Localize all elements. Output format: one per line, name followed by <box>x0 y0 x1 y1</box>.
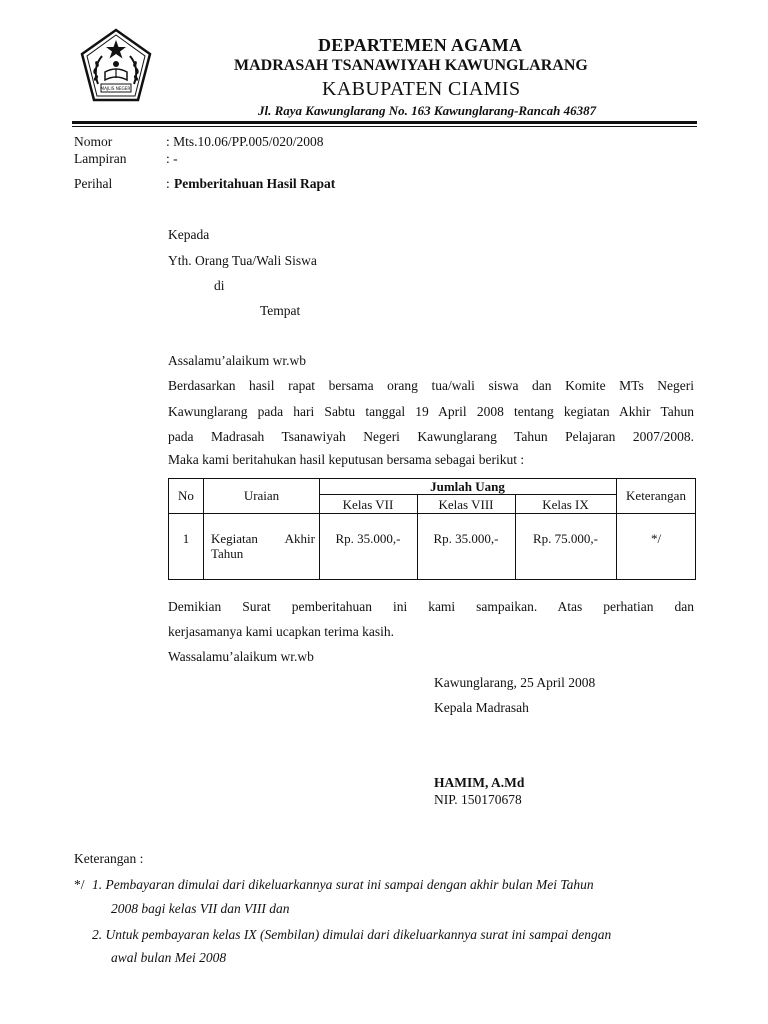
letterhead-school-name: MADRASAH TSANAWIYAH KAWUNGLARANG <box>234 57 588 74</box>
row-keterangan: */ <box>650 531 662 546</box>
header-kelas-ix: Kelas IX <box>542 497 589 512</box>
address-di: di <box>214 278 225 293</box>
signature-place-date: Kawunglarang, 25 April 2008 <box>434 675 596 690</box>
letterhead-department: DEPARTEMEN AGAMA <box>318 35 523 55</box>
farewell: Wassalamu’alaikum wr.wb <box>168 649 314 664</box>
note-item-2-line-2: awal bulan Mei 2008 <box>111 950 227 965</box>
note-item-1-line-2: 2008 bagi kelas VII dan VIII dan <box>111 901 290 916</box>
logo-text: MAJLIS NEGERI <box>100 86 132 92</box>
note-item-1-line-1: 1. Pembayaran dimulai dari dikeluarkannya surat ini sampai dengan akhir bulan Mei Tahun <box>92 877 594 892</box>
lampiran-value: : - <box>166 151 178 166</box>
header-kelas-viii: Kelas VIII <box>438 497 494 512</box>
address-recipient: Yth. Orang Tua/Wali Siswa <box>168 253 317 268</box>
paragraph-line-1: Berdasarkan hasil rapat bersama orang tua/wali siswa dan Komite MTs Negeri <box>168 378 694 393</box>
address-kepada: Kepada <box>168 227 210 242</box>
payment-table <box>168 478 696 580</box>
row-kelas-viii: Rp. 35.000,- <box>433 531 499 546</box>
row-uraian-line-2: Tahun <box>211 546 244 561</box>
letterhead-address: Jl. Raya Kawunglarang No. 163 Kawunglarang-Rancah 46387 <box>258 103 597 118</box>
address-tempat: Tempat <box>260 303 301 318</box>
greeting: Assalamu’alaikum wr.wb <box>168 353 306 368</box>
signature-position: Kepala Madrasah <box>434 700 529 715</box>
lampiran-label: Lampiran <box>74 151 127 166</box>
letterhead-regency: KABUPATEN CIAMIS <box>322 78 521 100</box>
letterhead-thick-rule <box>72 121 697 124</box>
letterhead-thin-rule <box>72 126 697 127</box>
perihal-label: Perihal <box>74 176 113 191</box>
row-kelas-vii: Rp. 35.000,- <box>335 531 401 546</box>
signature-nip: NIP. 150170678 <box>434 792 522 807</box>
closing-line-2: kerjasamanya kami ucapkan terima kasih. <box>168 624 395 639</box>
closing-line-1: Demikian Surat pemberitahuan ini kami sampaikan. Atas perhatian dan <box>168 599 694 614</box>
header-jumlah-uang: Jumlah Uang <box>430 479 505 494</box>
signature-name: HAMIM, A.Md <box>434 775 525 790</box>
header-no: No <box>178 488 194 503</box>
note-item-2-line-1: 2. Untuk pembayaran kelas IX (Sembilan) dimulai dari dikeluarkannya surat ini sampai dengan <box>92 927 612 942</box>
nomor-label: Nomor <box>74 134 113 149</box>
header-kelas-vii: Kelas VII <box>342 497 394 512</box>
nomor-value: : Mts.10.06/PP.005/020/2008 <box>166 134 324 149</box>
kementerian-agama-logo-icon <box>78 28 154 104</box>
perihal-value: Pemberitahuan Hasil Rapat <box>174 176 336 191</box>
row-uraian-line-1: Kegiatan Akhir <box>211 531 315 546</box>
paragraph-line-3: pada Madrasah Tsanawiyah Negeri Kawunglarang Tahun Pelajaran 2007/2008. <box>168 429 694 444</box>
header-keterangan: Keterangan <box>626 488 686 503</box>
perihal-colon: : <box>166 176 170 191</box>
header-uraian: Uraian <box>243 488 280 503</box>
row-kelas-ix: Rp. 75.000,- <box>533 531 598 546</box>
paragraph-line-2: Kawunglarang pada hari Sabtu tanggal 19 April 2008 tentang kegiatan Akhir Tahun <box>168 404 694 419</box>
paragraph-line-4: Maka kami beritahukan hasil keputusan bersama sebagai berikut : <box>168 452 525 467</box>
notes-label: Keterangan : <box>74 851 144 866</box>
row-no: 1 <box>182 531 190 546</box>
notes-marker: */ <box>74 877 85 892</box>
